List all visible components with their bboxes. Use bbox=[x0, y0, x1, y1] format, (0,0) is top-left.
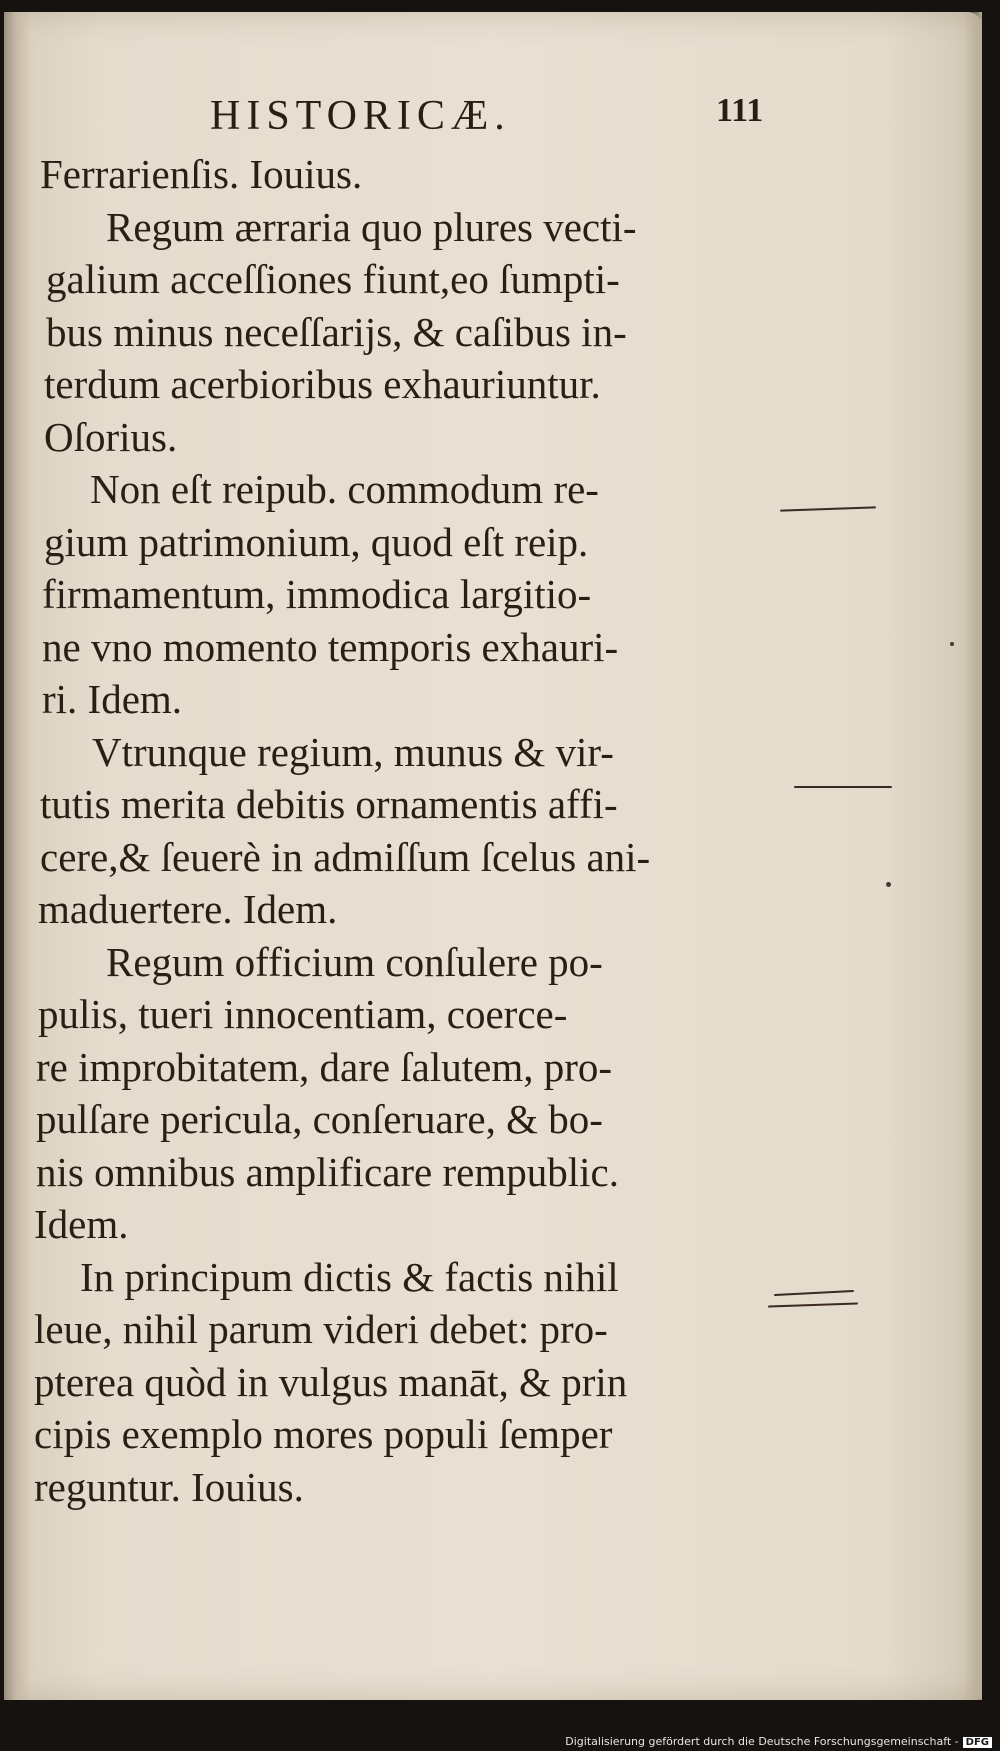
book-page bbox=[4, 12, 982, 1700]
running-head: HISTORICÆ. bbox=[210, 93, 511, 139]
margin-mark bbox=[774, 1290, 854, 1296]
margin-mark bbox=[768, 1302, 858, 1307]
text-line: pterea quòd in vulgus manāt, & prin bbox=[34, 1358, 628, 1405]
page-gutter-shadow bbox=[4, 12, 30, 1700]
text-line: Idem. bbox=[34, 1201, 129, 1247]
text-line: Ferrarienſis. Iouius. bbox=[40, 151, 363, 197]
text-line: re improbitatem, dare ſalutem, pro- bbox=[36, 1043, 613, 1090]
ink-speck bbox=[886, 882, 891, 887]
text-line: reguntur. Iouius. bbox=[34, 1463, 304, 1510]
text-line: ri. Idem. bbox=[42, 676, 183, 722]
margin-mark bbox=[780, 506, 876, 511]
text-line: tutis merita debitis ornamentis affi- bbox=[40, 781, 618, 827]
text-line: pulſare pericula, conſeruare, & bo- bbox=[36, 1096, 603, 1142]
text-line: Oſorius. bbox=[44, 413, 178, 460]
text-line: galium acceſſiones fiunt,eo ſumpti- bbox=[46, 256, 620, 302]
text-line: pulis, tueri innocentiam, coerce- bbox=[38, 991, 568, 1037]
text-line: firmamentum, immodica largitio- bbox=[42, 571, 592, 617]
text-line: cere,& ſeuerè in admiſſum ſcelus ani- bbox=[40, 833, 651, 880]
digitization-credit bbox=[565, 1735, 992, 1748]
text-line: ne vno momento temporis exhauri- bbox=[42, 623, 619, 670]
text-line: Regum ærraria quo plures vecti- bbox=[106, 203, 637, 250]
page-number: 111 bbox=[716, 92, 764, 129]
text-line: Regum officium conſulere po- bbox=[106, 938, 603, 985]
margin-mark bbox=[794, 786, 892, 788]
text-line: terdum acerbioribus exhauriuntur. bbox=[44, 361, 601, 407]
text-line: bus minus neceſſarijs, & caſibus in- bbox=[46, 308, 627, 355]
dfg-logo: DFG bbox=[963, 1737, 992, 1748]
text-line: cipis exemplo mores populi ſemper bbox=[34, 1411, 613, 1457]
text-line: In principum dictis & factis nihil bbox=[80, 1253, 619, 1300]
text-line: gium patrimonium, quod eſt reip. bbox=[44, 518, 589, 565]
page-text bbox=[34, 148, 764, 1513]
page-edge-shadow bbox=[964, 12, 982, 1700]
text-line: Vtrunque regium, munus & vir- bbox=[92, 728, 614, 775]
text-line: nis omnibus amplificare rempublic. bbox=[36, 1148, 619, 1195]
ink-speck bbox=[950, 642, 954, 646]
text-line: leue, nihil parum videri debet: pro- bbox=[34, 1306, 608, 1352]
text-line: Non eſt reipub. commodum re- bbox=[90, 466, 599, 512]
text-line: maduertere. Idem. bbox=[38, 886, 338, 932]
credit-text: Digitalisierung gefördert durch die Deutsche Forschungsgemeinschaft - bbox=[565, 1735, 959, 1748]
